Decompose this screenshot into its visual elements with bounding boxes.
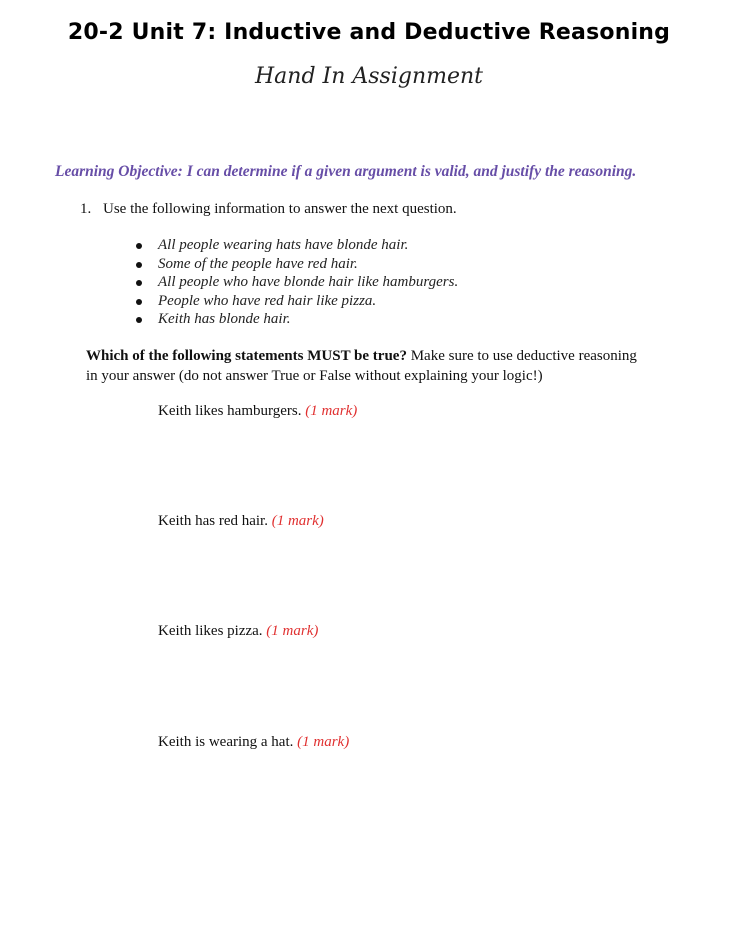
statement-text: Keith likes hamburgers.: [158, 403, 306, 419]
bullet-icon: [136, 299, 142, 305]
mark-label: (1 mark): [266, 623, 319, 639]
fact-text: All people wearing hats have blonde hair.: [158, 237, 409, 253]
statement-pizza: [158, 623, 318, 640]
prompt-rest: Make sure to use deductive reasoning in your answer (do not answer True or False without explaining your logic!): [86, 348, 637, 384]
mark-label: (1 mark): [297, 734, 350, 750]
statement-text: Keith likes pizza.: [158, 623, 267, 639]
fact-text: Keith has blonde hair.: [158, 311, 291, 327]
question-prompt: [86, 347, 646, 386]
list-item: [136, 310, 458, 329]
statement-red-hair: [158, 513, 324, 530]
facts-list: [136, 236, 458, 329]
question-text: Use the following information to answer the next question.: [103, 201, 457, 217]
fact-text: All people who have blonde hair like hamburgers.: [158, 274, 459, 290]
statement-hat: [158, 734, 349, 751]
bullet-icon: [136, 280, 142, 286]
page-title: 20-2 Unit 7: Inductive and Deductive Reasoning: [67, 20, 671, 45]
fact-text: People who have red hair like pizza.: [158, 292, 377, 309]
list-item: [136, 236, 458, 255]
statement-text: Keith has red hair.: [158, 513, 272, 529]
statement-hamburgers: [158, 403, 357, 420]
list-item: [136, 255, 458, 274]
bullet-icon: [136, 243, 142, 249]
list-item: [136, 292, 458, 311]
prompt-bold: Which of the following statements MUST be true?: [86, 348, 407, 364]
statement-text: Keith is wearing a hat.: [158, 734, 298, 750]
question-number: 1.: [80, 201, 92, 217]
fact-text: Some of the people have red hair.: [158, 255, 358, 272]
bullet-icon: [136, 262, 142, 268]
mark-label: (1 mark): [271, 513, 324, 529]
mark-label: (1 mark): [305, 403, 358, 419]
page-subtitle: Hand In Assignment: [254, 64, 484, 89]
learning-objective: Learning Objective: I can determine if a given argument is valid, and justify the reasoning.: [55, 163, 637, 180]
bullet-icon: [136, 317, 142, 323]
list-item: [136, 273, 458, 292]
